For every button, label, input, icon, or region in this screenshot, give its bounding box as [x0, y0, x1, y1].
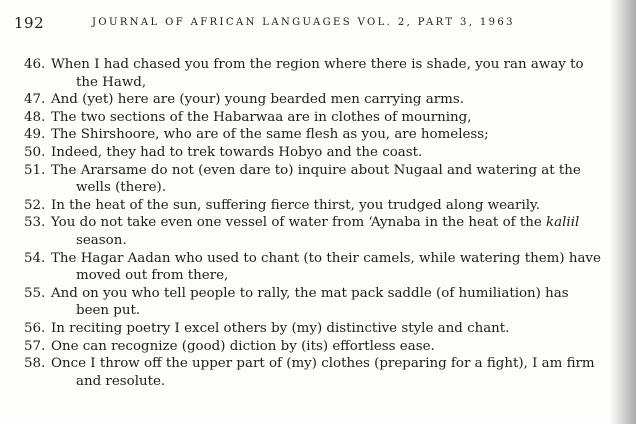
poem-line: [24, 320, 614, 338]
line-italic-word: kaliil: [546, 215, 580, 231]
line-text: The Ararsame do not (even dare to) inquire about Nugaal and watering at the: [51, 162, 581, 178]
poem-line: [24, 250, 614, 268]
line-number: 52.: [24, 197, 46, 213]
line-text: One can recognize (good) diction by (its) effortless ease.: [51, 338, 435, 354]
line-continuation: moved out from there,: [76, 268, 229, 284]
poem-line: [24, 144, 614, 162]
line-text: In reciting poetry I excel others by (my) distinctive style and chant.: [51, 320, 510, 336]
line-number: 47.: [24, 92, 46, 108]
poem-lines: [24, 56, 614, 390]
line-continuation: and resolute.: [76, 373, 166, 389]
poem-line: [24, 197, 614, 215]
line-text: You do not take even one vessel of water from ‘Aynaba in the heat of the: [51, 215, 542, 231]
line-number: 58.: [24, 356, 46, 372]
line-text: The Hagar Aadan who used to chant (to their camels, while watering them) have: [51, 250, 601, 266]
line-number: 49.: [24, 127, 46, 143]
line-number: 54.: [24, 250, 46, 266]
line-number: 53.: [24, 215, 46, 231]
poem-line: [24, 214, 614, 232]
line-text: Once I throw off the upper part of (my) clothes (preparing for a fight), I am firm: [51, 356, 595, 372]
line-continuation: season.: [76, 232, 127, 248]
line-number: 51.: [24, 162, 46, 178]
line-text: Indeed, they had to trek towards Hobyo and the coast.: [51, 144, 423, 160]
line-number: 56.: [24, 320, 46, 336]
poem-line: [24, 126, 614, 144]
line-number: 48.: [24, 109, 46, 125]
line-text: The two sections of the Habarwaa are in clothes of mourning,: [51, 109, 472, 125]
poem-line: [24, 355, 614, 373]
line-text: In the heat of the sun, suffering fierce thirst, you trudged along wearily.: [51, 197, 541, 213]
poem-line: [24, 109, 614, 127]
line-continuation: the Hawd,: [76, 74, 147, 90]
running-head: JOURNAL OF AFRICAN LANGUAGES VOL. 2, PART 3, 1963: [92, 17, 515, 28]
line-text: The Shirshoore, who are of the same flesh as you, are homeless;: [51, 127, 489, 143]
line-text: When I had chased you from the region where there is shade, you ran away to: [51, 57, 584, 72]
page-header: [14, 14, 606, 32]
line-text: And (yet) here are (your) young bearded men carrying arms.: [51, 92, 464, 108]
line-number: 46.: [24, 57, 46, 72]
poem-line: [24, 338, 614, 356]
poem-line: [24, 162, 614, 180]
page-number: 192: [14, 14, 45, 32]
line-number: 50.: [24, 144, 46, 160]
line-number: 57.: [24, 338, 46, 354]
poem-line: [24, 285, 614, 303]
line-continuation: wells (there).: [76, 180, 167, 196]
poem-line: [24, 56, 614, 74]
line-continuation: been put.: [76, 303, 141, 319]
poem-line: [24, 91, 614, 109]
line-text: And on you who tell people to rally, the mat pack saddle (of humiliation) has: [51, 285, 569, 301]
line-number: 55.: [24, 285, 46, 301]
